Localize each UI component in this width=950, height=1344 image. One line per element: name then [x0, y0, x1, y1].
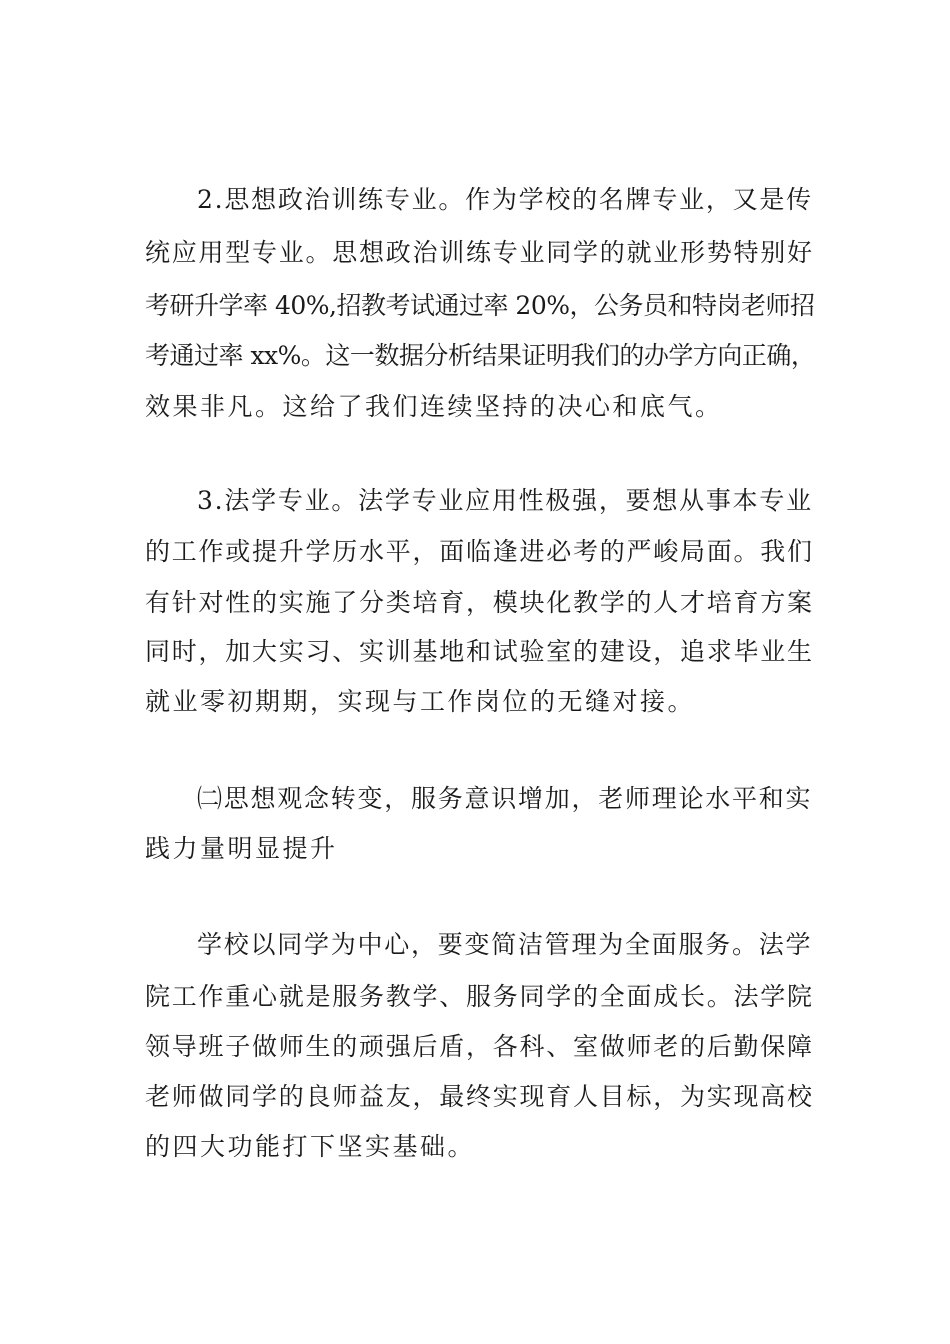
paragraph-line: 领导班子做师生的顽强后盾，各科、室做师老的后勤保障 [145, 1032, 814, 1061]
heading-line: 践力量明显提升 [145, 834, 338, 863]
paragraph-line: 同时，加大实习、实训基地和试验室的建设，追求毕业生 [145, 637, 814, 666]
paragraph-line: 的工作或提升学历水平，面临逢进必考的严峻局面。我们 [145, 537, 814, 566]
paragraph-line: 考研升学率 40%,招教考试通过率 20%，公务员和特岗老师招 [145, 291, 815, 320]
paragraph-line: 效果非凡。这给了我们连续坚持的决心和底气。 [145, 392, 723, 421]
paragraph-line: 院工作重心就是服务教学、服务同学的全面成长。法学院 [145, 982, 814, 1011]
paragraph-line: 考通过率 xx%。这一数据分析结果证明我们的办学方向正确， [145, 341, 816, 370]
heading-line: ㈡思想观念转变，服务意识增加，老师理论水平和实 [197, 784, 813, 813]
paragraph-line: 3.法学专业。法学专业应用性极强，要想从事本专业 [197, 486, 813, 515]
paragraph-line: 就业零初期期，实现与工作岗位的无缝对接。 [145, 687, 696, 716]
paragraph-line: 的四大功能打下坚实基础。 [145, 1132, 476, 1161]
paragraph-line: 2.思想政治训练专业。作为学校的名牌专业，又是传 [197, 185, 813, 214]
paragraph-line: 统应用型专业。思想政治训练专业同学的就业形势特别好 [145, 238, 814, 267]
paragraph-line: 学校以同学为中心，要变简洁管理为全面服务。法学 [197, 930, 813, 959]
paragraph-line: 老师做同学的良师益友，最终实现育人目标，为实现高校 [145, 1082, 814, 1111]
paragraph-line: 有针对性的实施了分类培育，模块化教学的人才培育方案 [145, 588, 814, 617]
